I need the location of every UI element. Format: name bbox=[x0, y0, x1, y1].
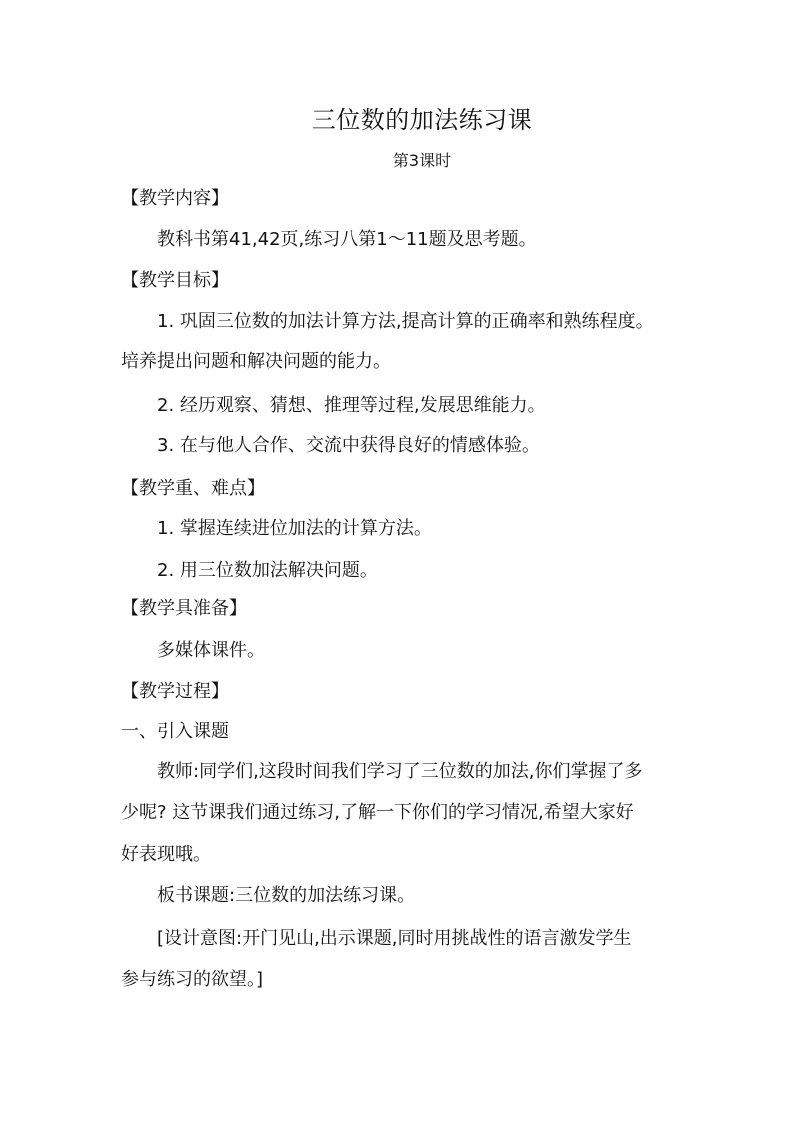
section-heading-keypoints: 【教学重、难点】 bbox=[121, 478, 265, 499]
subsection-heading: 一、引入课题 bbox=[121, 721, 229, 742]
paragraph-line: 教师:同学们,这段时间我们学习了三位数的加法,你们掌握了多 bbox=[157, 761, 643, 782]
page-subtitle: 第3课时 bbox=[392, 151, 452, 170]
paragraph-line: 1. 掌握连续进位加法的计算方法。 bbox=[157, 518, 432, 539]
paragraph-line: 1. 巩固三位数的加法计算方法,提高计算的正确率和熟练程度。 bbox=[157, 311, 654, 332]
paragraph-line: 培养提出问题和解决问题的能力。 bbox=[121, 351, 391, 372]
paragraph-line: 参与练习的欲望。] bbox=[121, 969, 264, 990]
paragraph-line: 好表现哦。 bbox=[121, 844, 211, 865]
paragraph-line: 少呢? 这节课我们通过练习,了解一下你们的学习情况,希望大家好 bbox=[121, 802, 634, 823]
paragraph-line: 多媒体课件。 bbox=[157, 640, 265, 661]
section-heading-materials: 【教学具准备】 bbox=[121, 598, 247, 619]
paragraph-line: 2. 经历观察、猜想、推理等过程,发展思维能力。 bbox=[157, 395, 546, 416]
paragraph-line: 教科书第41,42页,练习八第1～11题及思考题。 bbox=[157, 229, 537, 250]
paragraph-line: 2. 用三位数加法解决问题。 bbox=[157, 560, 378, 581]
section-heading-goals: 【教学目标】 bbox=[121, 270, 229, 291]
section-heading-process: 【教学过程】 bbox=[121, 681, 229, 702]
page-title: 三位数的加法练习课 bbox=[311, 106, 533, 134]
paragraph-line: 板书课题:三位数的加法练习课。 bbox=[157, 885, 416, 906]
paragraph-line: [设计意图:开门见山,出示课题,同时用挑战性的语言激发学生 bbox=[157, 928, 632, 949]
section-heading-content: 【教学内容】 bbox=[121, 188, 229, 209]
paragraph-line: 3. 在与他人合作、交流中获得良好的情感体验。 bbox=[157, 435, 540, 456]
